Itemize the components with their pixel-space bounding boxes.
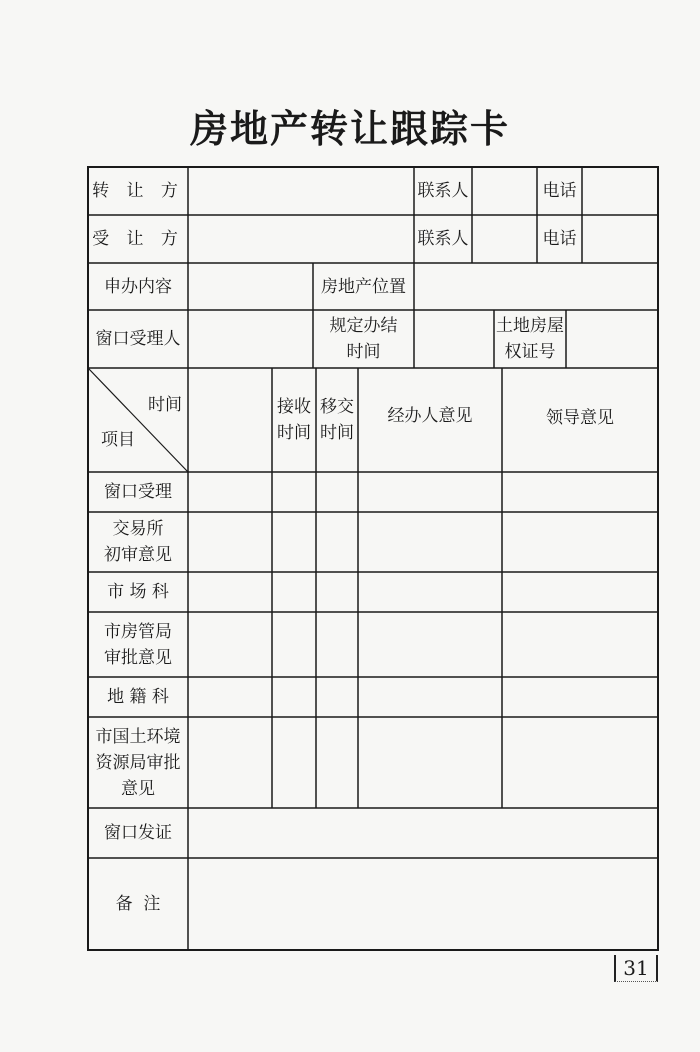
transferor-contact-field[interactable] (472, 167, 537, 215)
corner-item-label: 项目 (101, 430, 135, 450)
row-label-land-bureau (88, 717, 188, 808)
transferee-field[interactable] (188, 215, 414, 263)
transferee-contact-label: 联系人 (417, 229, 469, 249)
window-receiver-label: 窗口受理人 (95, 329, 181, 349)
cert-label (494, 310, 566, 368)
row-label-remarks: 备 注 (115, 894, 161, 914)
deadline-label-line-1: 规定办结 (329, 316, 398, 336)
page-title: 房地产转让跟踪卡 (189, 106, 510, 151)
cert-label-line-2: 权证号 (504, 342, 556, 362)
transferee-phone-label: 电话 (542, 229, 577, 249)
row-label-cadastral-dept: 地 籍 科 (107, 687, 169, 707)
transferor-phone-field[interactable] (582, 167, 658, 215)
row-label-line: 交易所 (112, 519, 164, 539)
row-label-line: 审批意见 (104, 647, 172, 668)
receive-time-line-2: 时间 (277, 423, 311, 443)
row-label-window-accept: 窗口受理 (104, 482, 172, 502)
row-label-line: 资源局审批 (95, 752, 181, 773)
transferor-field[interactable] (188, 167, 414, 215)
row-label-window-issue: 窗口发证 (104, 823, 172, 843)
transferee-contact-field[interactable] (472, 215, 537, 263)
deadline-field[interactable] (414, 310, 494, 368)
transfer-time-line-2: 时间 (320, 423, 354, 443)
row-label-line: 初审意见 (104, 545, 172, 565)
location-label: 房地产位置 (321, 276, 406, 297)
row-label-exchange-review (88, 512, 188, 572)
deadline-label (313, 310, 414, 368)
row-label-line: 市房管局 (104, 621, 172, 642)
cert-field[interactable] (566, 310, 658, 368)
page-number: 31 (614, 955, 658, 982)
transferee-phone-field[interactable] (582, 215, 658, 263)
remarks-field[interactable] (188, 858, 658, 950)
apply-content-field[interactable] (188, 263, 313, 310)
row-label-market-dept: 市 场 科 (107, 582, 169, 602)
transferor-phone-label: 电话 (542, 181, 577, 201)
cert-label-line-1: 土地房屋 (496, 316, 564, 336)
transferor-label: 转 让 方 (92, 181, 184, 201)
corner-time-label: 时间 (148, 395, 182, 415)
window-issue-field[interactable] (188, 808, 658, 858)
leader-opinion-header: 领导意见 (546, 408, 614, 428)
transferee-label: 受 让 方 (92, 229, 184, 249)
transfer-time-header (316, 368, 358, 472)
receive-time-header (272, 368, 316, 472)
row-label-line: 市国土环境 (95, 726, 181, 747)
transferor-contact-label: 联系人 (417, 181, 469, 201)
transfer-time-line-1: 移交 (320, 397, 354, 417)
deadline-label-line-2: 时间 (346, 342, 381, 362)
handler-opinion-header: 经办人意见 (387, 406, 473, 426)
receive-time-line-1: 接收 (277, 397, 311, 417)
apply-content-label: 申办内容 (104, 276, 172, 297)
window-receiver-field[interactable] (188, 310, 313, 368)
row-label-housing-bureau (88, 612, 188, 677)
location-field[interactable] (414, 263, 658, 310)
row-label-line: 意见 (121, 778, 155, 799)
